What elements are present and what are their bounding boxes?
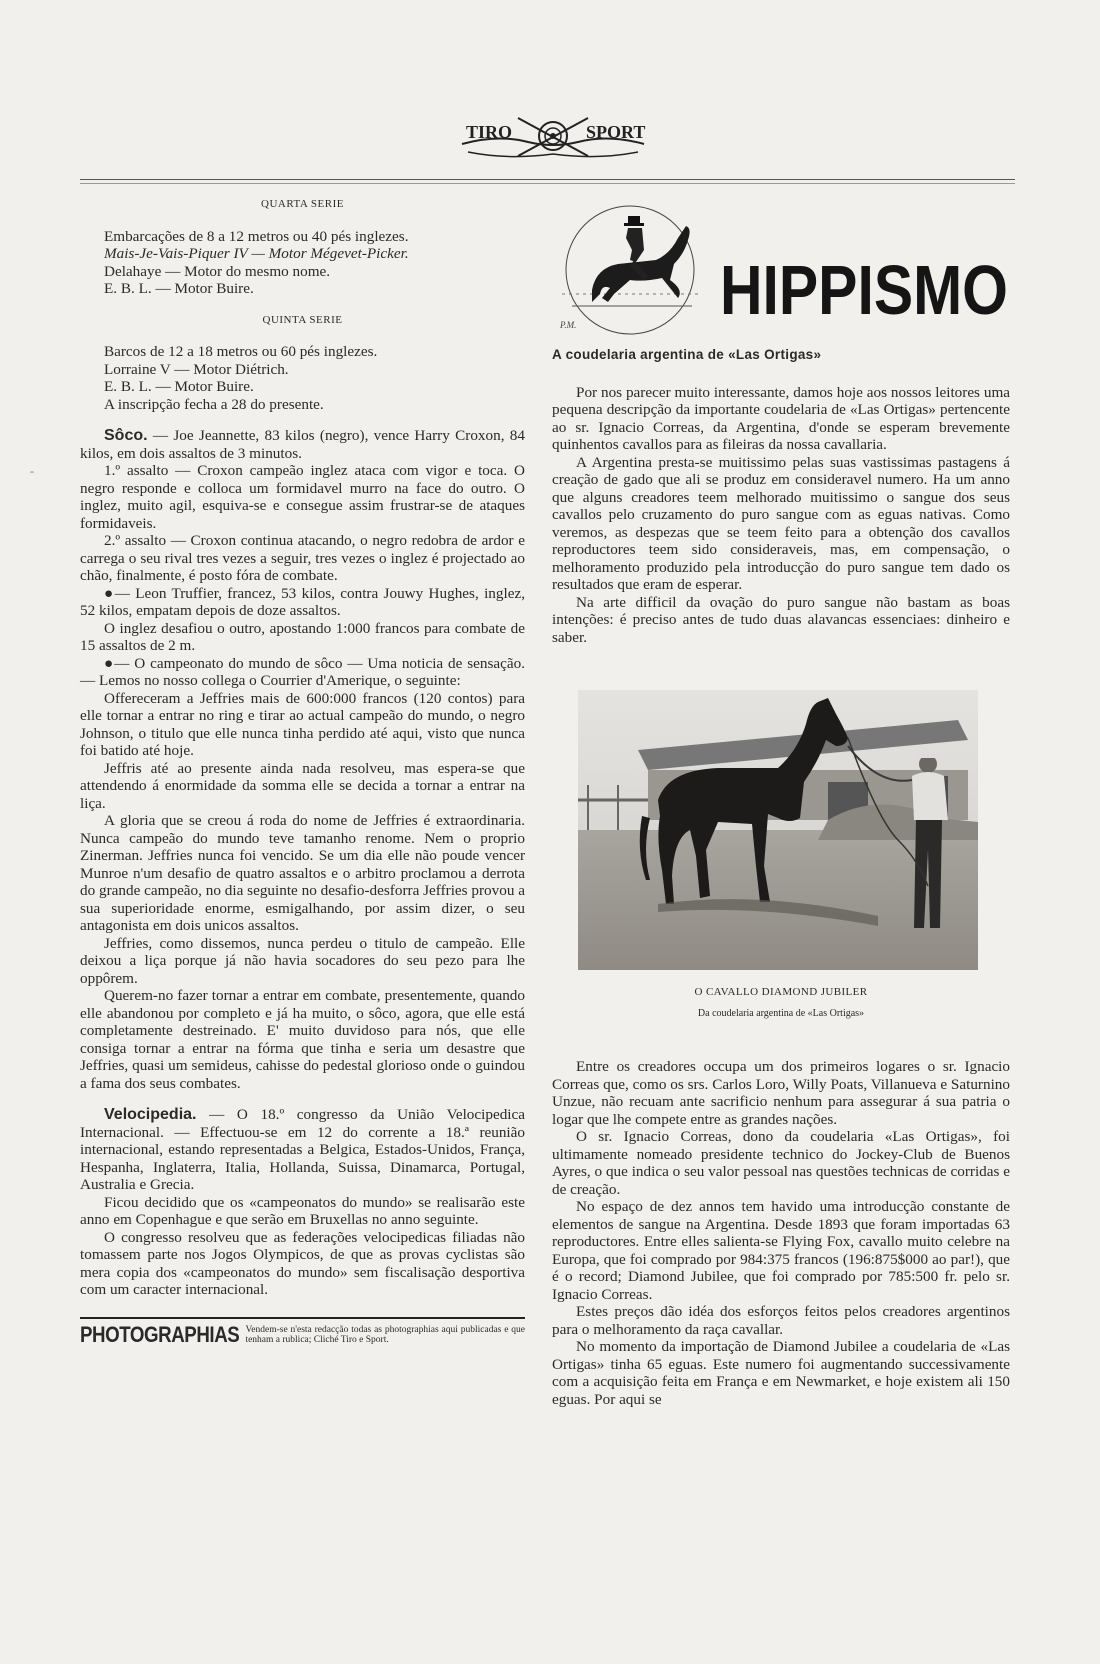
margin-mark: -: [30, 464, 34, 478]
left-column: [80, 196, 525, 1345]
quarta-serie-entries: [80, 228, 525, 298]
quarta-serie-title: QUARTA SERIE: [261, 198, 344, 210]
soco-paragraph: Offereceram a Jeffries mais de 600:000 francos (120 contos) para elle tornar a entrar no ring e tirar ao actual campeão do mundo, o negro Johnson, o titulo que elle nunca tinha perdido até aqui, visto que nunca foi batido até hoje.: [80, 689, 525, 759]
horse-photo: [578, 690, 978, 970]
soco-heading: Sôco.: [104, 427, 148, 444]
article-paragraph: Estes preços dão idéa dos esforços feitos pelos creadores argentinos para o melhoramento da raça cavallar.: [552, 1303, 1010, 1338]
quinta-serie-entries: [80, 343, 525, 413]
quinta-line: A inscripção fecha a 28 do presente.: [104, 395, 324, 413]
jumping-horse-illustration: [552, 198, 1010, 334]
svg-text:P.M.: P.M.: [560, 320, 577, 330]
photographias-notice: [80, 1317, 525, 1345]
hippismo-title: HIPPISMO: [720, 251, 1008, 329]
article-paragraph: A Argentina presta-se muitissimo pelas suas vastissimas pastagens á creação de gado que ali se produz em consideravel numero. Ha um anno que alguns creadores teem melhorado muitissimo o sangue dos seus cavallos pelo cruzamento do puro sangue com as eguas nativas. Como veremos, as despezas que se teem feito para a obtenção dos cavallos reproductores teem sido consideraveis, mas, em compensação, o melhoramento produzido pela introducção do puro sangue tem dado os resultados que eram de esperar.: [552, 453, 1010, 593]
soco-paragraph: O inglez desafiou o outro, apostando 1:000 francos para combate de 15 assaltos de 2 m.: [80, 619, 525, 654]
article-paragraph: No espaço de dez annos tem havido uma introducção constante de elementos de sangue na Argentina. Desde 1893 que foram importadas 63 reproductores. Entre elles salienta-se Flying Fox, cavallo muito celebre na Europa, que foi comprado por 984:375 francos (196:875$000 ao par!), que é o record; Diamond Jubilee, que foi comprado por 785:500 fr. pelo sr. Ignacio Correas.: [552, 1198, 1010, 1303]
velocipedia-heading: Velocipedia.: [104, 1106, 197, 1123]
article-paragraph: No momento da importação de Diamond Jubilee a coudelaria de «Las Ortigas» tinha 65 eguas. Este numero foi augmentando successivamente com a acquisição feita em França e em Newmarket, e hoje existem ali 150 eguas. Por aqui se: [552, 1338, 1010, 1408]
soco-paragraph: Jeffries, como dissemos, nunca perdeu o titulo de campeão. Elle deixou a liça porque já não havia socadores do seu pezo para lhe oppôrem.: [80, 934, 525, 987]
svg-text:SPORT: SPORT: [586, 122, 646, 142]
quarta-line: Delahaye — Motor do mesmo nome.: [104, 262, 331, 280]
svg-text:TIRO: TIRO: [466, 122, 513, 142]
soco-paragraph: Querem-no fazer tornar a entrar em combate, presentemente, quando elle abandonou por completo e já ha muito, o sôco, agora, que elle está completamente destreinado. E' muito duvidoso para nós, que elle consiga tornar a entrar na fórma que tinha e seria um desastre que Jeffries, quasi um semideus, cahisse do pedestal glorioso onde o guindou a fama dos seus combates.: [80, 987, 525, 1092]
article-paragraph: Por nos parecer muito interessante, damos hoje aos nossos leitores uma pequena descripção da importante coudelaria de «Las Ortigas» pertencente ao sr. Ignacio Correas, da Argentina, d'onde se esperam brevemente quinhentos cavallos para as fileiras da nossa cavallaria.: [552, 383, 1010, 453]
header-rule-thin: [80, 183, 1015, 184]
velo-paragraph: O congresso resolveu que as federações velocipedicas filiadas não tomassem parte nos Jogos Olympicos, de que as provas cyclistas são mera copia dos «campeonatos do mundo» sem fiscalisação desportiva com um caracter internacional.: [80, 1228, 525, 1298]
article-title: A coudelaria argentina de «Las Ortigas»: [552, 347, 822, 362]
velo-paragraph: [80, 1106, 525, 1194]
photographias-label: PHOTOGRAPHIAS: [80, 1321, 240, 1347]
hippismo-header: [552, 198, 1010, 334]
soco-paragraph: ●— O campeonato do mundo de sôco — Uma noticia de sensação. — Lemos no nosso collega o Courrier d'Amerique, o seguinte:: [80, 654, 525, 689]
quinta-line: Barcos de 12 a 18 metros ou 60 pés inglezes.: [104, 343, 378, 360]
soco-paragraph: A gloria que se creou á roda do nome de Jeffries é extraordinaria. Nunca campeão do mundo teve tamanho renome. Nem o proprio Zinerman. Jeffries nunca foi vencido. Se um dia elle não poude vencer Munroe n'um desafio de quatro assaltos e o arbitro proclamou a derrota do grande campeão, no dia seguinte no desafio-desforra Jeffries provou a sua superioridade enorme, esmigalhando, por assim dizer, o seu antagonista em dois unicos assaltos.: [80, 812, 525, 934]
quarta-line: E. B. L. — Motor Buire.: [104, 280, 254, 297]
soco-paragraph: ●— Leon Truffier, francez, 53 kilos, contra Jouwy Hughes, inglez, 52 kilos, empatam depois de doze assaltos.: [80, 584, 525, 619]
quinta-serie-title: QUINTA SERIE: [262, 313, 343, 326]
header-rule: [80, 179, 1015, 180]
article-paragraph: Entre os creadores occupa um dos primeiros logares o sr. Ignacio Correas que, como os srs. Carlos Loro, Willy Poats, Villanueva e Saturnino Unzue, não recuam ante sacrificio nenhum para assegurar á sua patria o logar que lhe compete entre as grandes nações.: [552, 1058, 1010, 1128]
soco-paragraph: Jeffris até ao presente ainda nada resolveu, mas espera-se que attendendo á enormidade da somma elle se decida a tornar a entrar na liça.: [80, 759, 525, 812]
masthead-logo: [458, 108, 648, 164]
right-column: [552, 198, 1010, 1408]
velo-text: — O 18.º congresso da União Velocipedica Internacional. — Effectuou-se em 12 do corrente a 18.ª reunião internacional, estando representadas a Belgica, Estados-Unidos, França, Hespanha, Inglaterra, Italia, Hollanda, Suissa, Dinamarca, Portugal, Australia e Grecia.: [80, 1106, 525, 1193]
soco-text: — Joe Jeannette, 83 kilos (negro), vence Harry Croxon, 84 kilos, em dois assaltos de 3 minutos.: [80, 427, 525, 462]
photographias-note: Vendem-se n'esta redacção todas as photographias aqui publicadas e que tenham a rublica; Cliché Tiro e Sport.: [245, 1324, 525, 1345]
soco-paragraph: [80, 427, 525, 462]
photo-caption-sub: Da coudelaria argentina de «Las Ortigas»: [697, 1007, 865, 1019]
article-paragraph: O sr. Ignacio Correas, dono da coudelaria «Las Ortigas», foi ultimamente nomeado presidente technico do Jockey-Club de Buenos Ayres, o que indica o seu valor pessoal nas questões technicas de corridas e de creação.: [552, 1128, 1010, 1198]
quarta-line: Mais-Je-Vais-Piquer IV — Motor Mégevet-Picker.: [104, 245, 409, 262]
article-paragraph: Na arte difficil da ovação do puro sangue não bastam as boas intenções: é preciso antes de tudo duas alavancas essenciaes: dinheiro e saber.: [552, 593, 1010, 646]
soco-paragraph: 2.º assalto — Croxon continua atacando, o negro redobra de ardor e carrega o seu rival tres vezes a seguir, tres vezes o inglez é projectado ao chão, finalmente, é posto fóra de combate.: [80, 532, 525, 584]
photo-caption-title: O CAVALLO DIAMOND JUBILER: [694, 986, 868, 998]
quarta-line: Embarcações de 8 a 12 metros ou 40 pés inglezes.: [104, 227, 409, 245]
velo-paragraph: Ficou decidido que os «campeonatos do mundo» se realisarão este anno em Copenhague e que serão em Bruxellas no anno seguinte.: [80, 1193, 525, 1228]
quinta-line: Lorraine V — Motor Diétrich.: [104, 360, 289, 378]
soco-paragraph: 1.º assalto — Croxon campeão inglez ataca com vigor e toca. O negro responde e colloca um formidavel murro na face do outro. O inglez, muito agil, esquiva-se e consegue assim frustrar-se de ataques formidaveis.: [80, 462, 525, 532]
quinta-line: E. B. L. — Motor Buire.: [104, 378, 254, 395]
